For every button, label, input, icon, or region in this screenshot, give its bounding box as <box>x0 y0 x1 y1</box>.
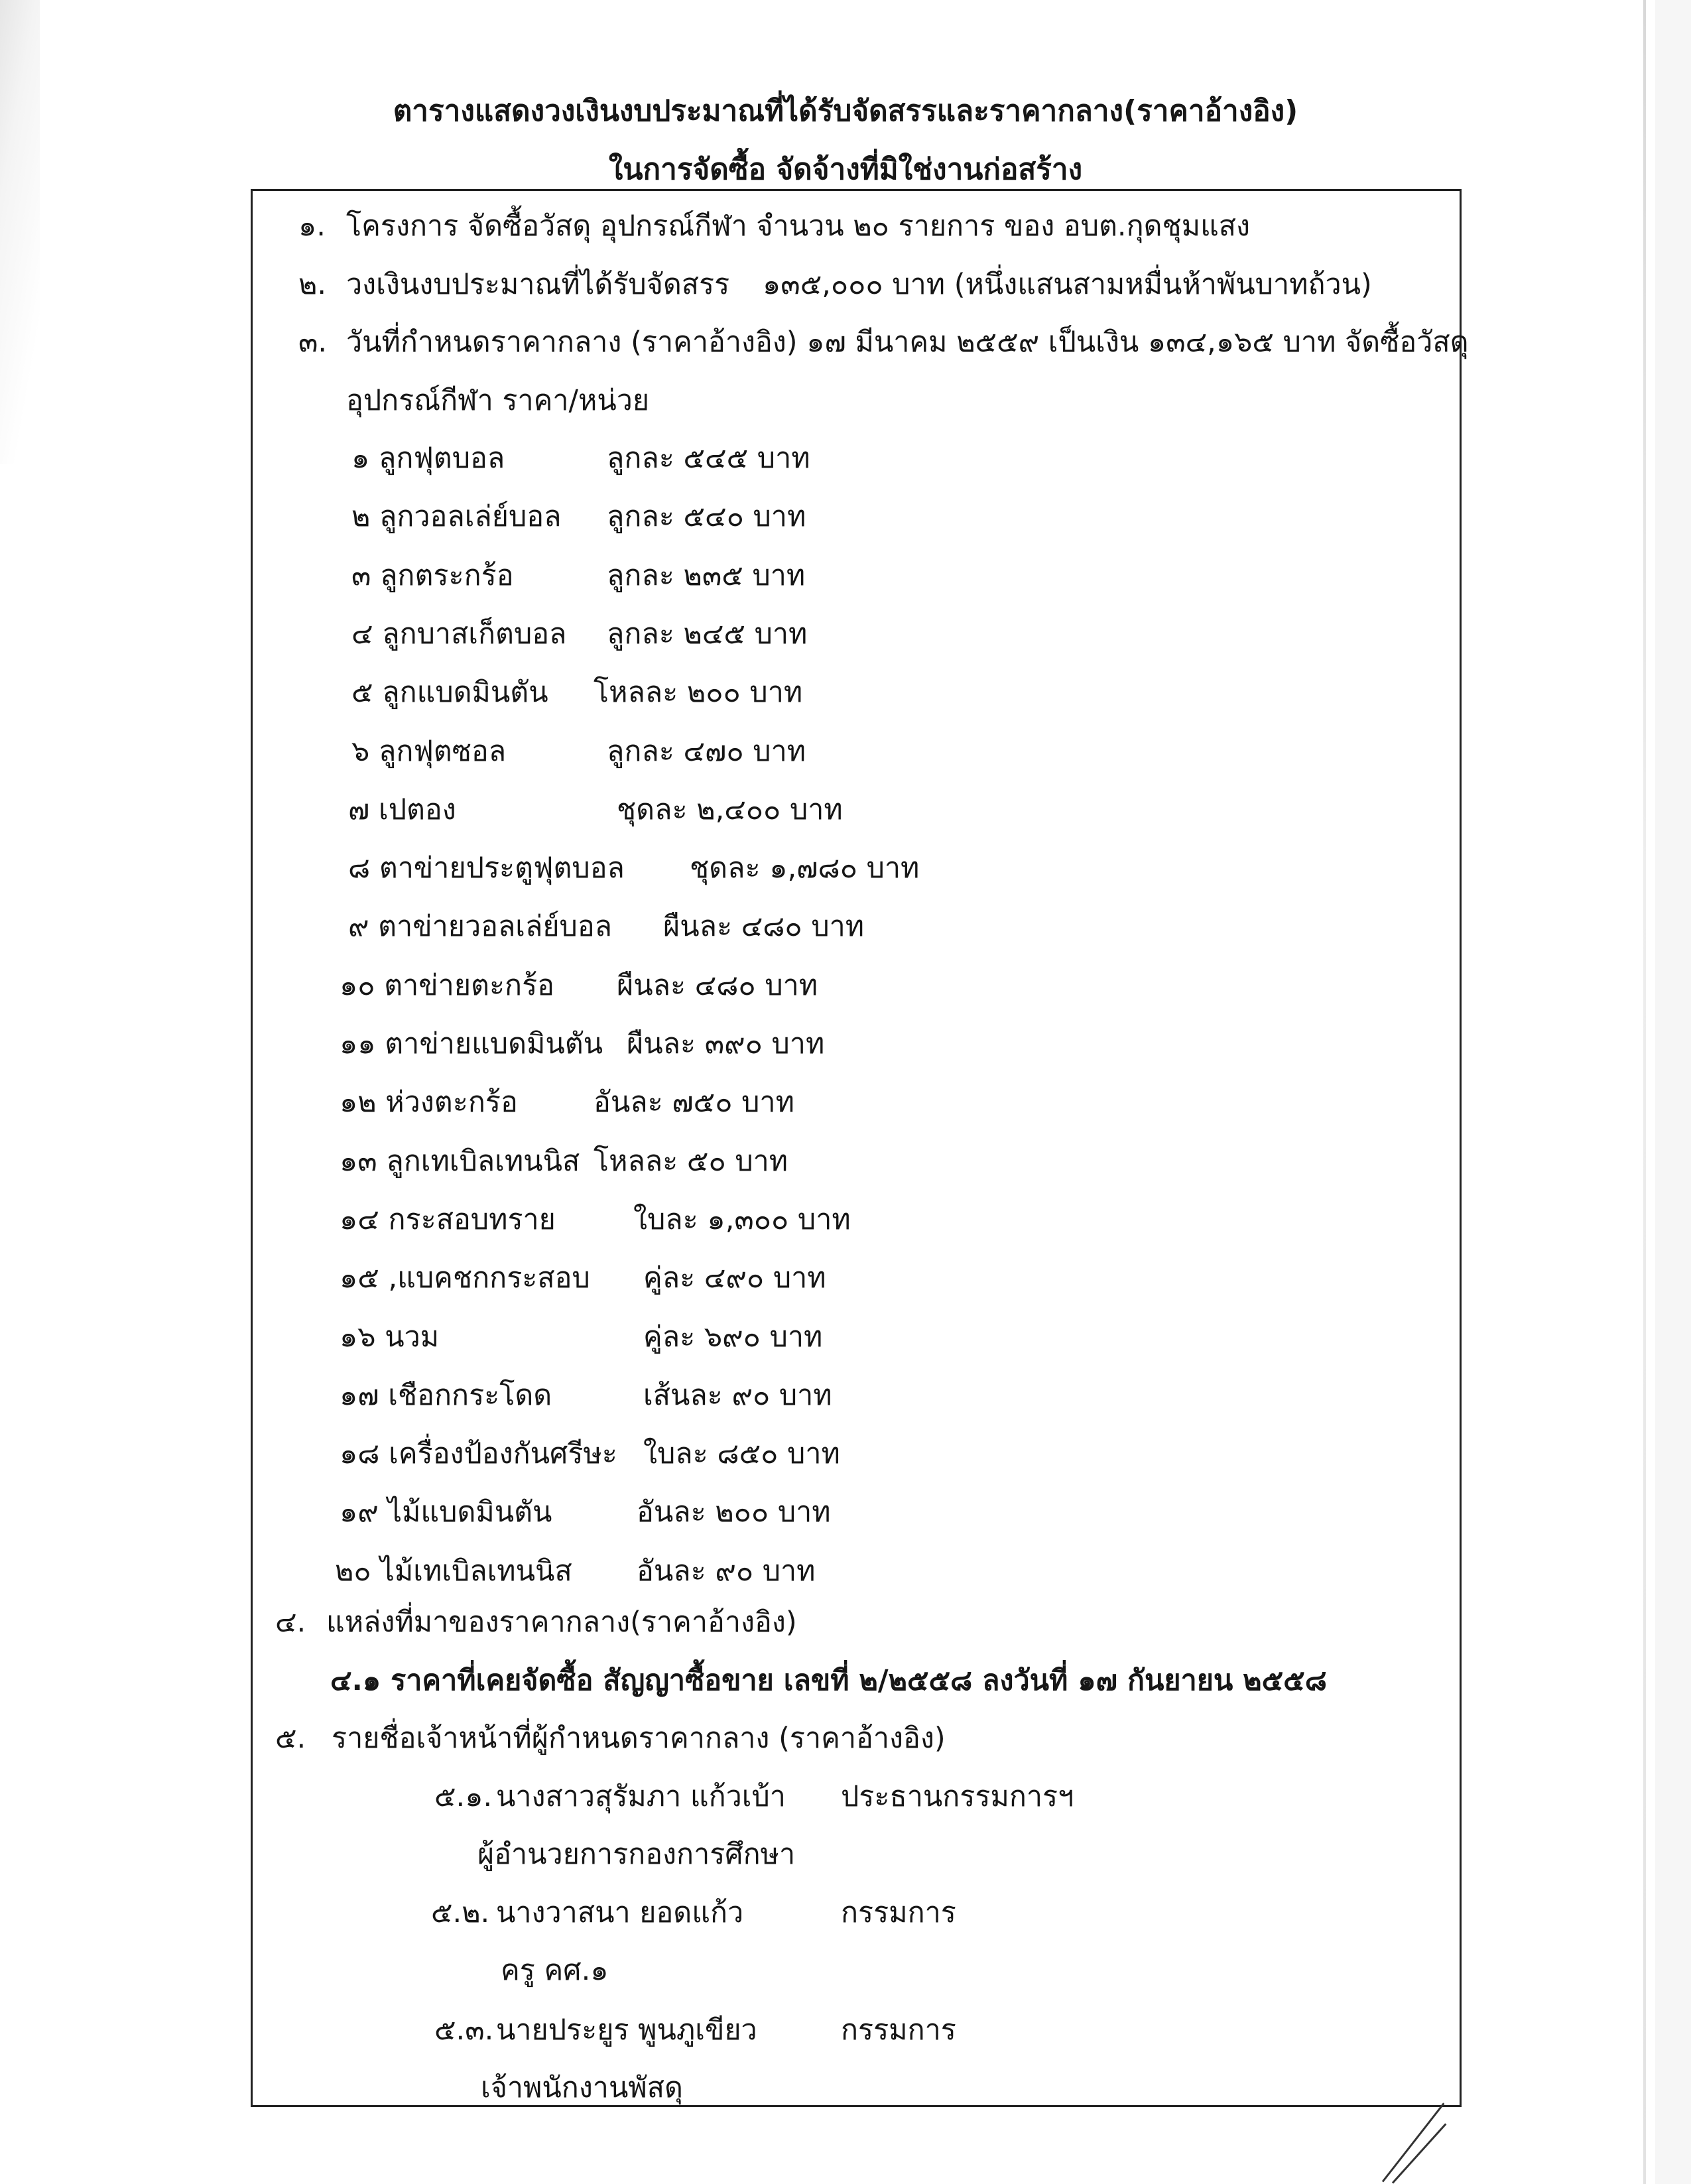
member1-name: นางสาวสุรัมภา แก้วเบ้า <box>496 1780 786 1813</box>
item-price: ลูกละ ๔๗๐ บาท <box>607 735 806 768</box>
page-edge-margin <box>1655 0 1691 2184</box>
member2-name: นางวาสนา ยอดแก้ว <box>496 1896 744 1929</box>
item-name: ๑๓ ลูกเทเบิลเทนนิส <box>340 1145 580 1178</box>
item-name: ๑ ลูกฟุตบอล <box>351 442 505 475</box>
member2-position: ครู คศ.๑ <box>501 1954 609 1987</box>
section4-number: ๔. <box>275 1606 306 1639</box>
item-price: เส้นละ ๙๐ บาท <box>643 1379 832 1412</box>
section4-sub: ๔.๑ ราคาที่เคยจัดซื้อ สัญญาซื้อขาย เลขที่ ๒/๒๕๕๘ ลงวันที่ ๑๗ กันยายน ๒๕๕๘ <box>330 1664 1327 1697</box>
section3-number: ๓. <box>298 326 328 359</box>
member3-number: ๕.๓. <box>434 2014 494 2047</box>
item-price: คู่ละ ๖๙๐ บาท <box>643 1320 823 1354</box>
item-name: ๑๐ ตาข่ายตะกร้อ <box>340 969 554 1002</box>
page-edge-line <box>1643 0 1646 2184</box>
item-name: ๗ เปตอง <box>348 793 456 826</box>
member3-role: กรรมการ <box>841 2014 956 2047</box>
item-name: ๓ ลูกตระกร้อ <box>351 559 514 592</box>
item-name: ๑๘ เครื่องป้องกันศรีษะ <box>340 1437 617 1470</box>
item-name: ๒ ลูกวอลเล่ย์บอล <box>351 500 562 533</box>
item-name: ๔ ลูกบาสเก็ตบอล <box>351 617 567 651</box>
pen-stroke-mark <box>1382 2102 1445 2182</box>
item-price: อันละ ๗๕๐ บาท <box>594 1086 794 1119</box>
section3-line1: วันที่กำหนดราคากลาง (ราคาอ้างอิง) ๑๗ มีนาคม ๒๕๕๙ เป็นเงิน ๑๓๔,๑๖๕ บาท จัดซื้อวัสดุ <box>346 326 1469 359</box>
member1-number: ๕.๑. <box>434 1780 493 1813</box>
section4-text: แหล่งที่มาของราคากลาง(ราคาอ้างอิง) <box>326 1606 797 1639</box>
item-price: ลูกละ ๒๓๕ บาท <box>607 559 806 592</box>
document-title-line1: ตารางแสดงวงเงินงบประมาณที่ได้รับจัดสรรและราคากลาง(ราคาอ้างอิง) <box>393 94 1298 128</box>
item-price: อันละ ๙๐ บาท <box>637 1555 816 1588</box>
item-name: ๑๒ ห่วงตะกร้อ <box>340 1086 518 1119</box>
item-price: อันละ ๒๐๐ บาท <box>637 1496 831 1529</box>
item-price: โหลละ ๕๐ บาท <box>594 1145 788 1178</box>
item-name: ๕ ลูกแบดมินตัน <box>351 676 548 709</box>
item-name: ๒๐ ไม้เทเบิลเทนนิส <box>335 1555 572 1588</box>
document-title-line2: ในการจัดซื้อ จัดจ้างที่มิใช่งานก่อสร้าง <box>608 153 1083 186</box>
item-price: โหลละ ๒๐๐ บาท <box>594 676 803 709</box>
item-price: ลูกละ ๕๔๐ บาท <box>607 500 806 533</box>
item-name: ๑๑ ตาข่ายแบดมินตัน <box>340 1027 603 1060</box>
item-price: ลูกละ ๒๔๕ บาท <box>607 617 808 651</box>
item-name: ๑๗ เชือกกระโดด <box>340 1379 552 1412</box>
item-name: ๖ ลูกฟุตซอล <box>351 735 507 768</box>
item-name: ๑๖ นวม <box>340 1320 440 1354</box>
item-price: ผืนละ ๔๘๐ บาท <box>617 969 818 1002</box>
member3-position: เจ้าพนักงานพัสดุ <box>481 2071 683 2104</box>
item-price: ชุดละ ๑,๗๘๐ บาท <box>690 852 920 885</box>
member1-role: ประธานกรรมการฯ <box>841 1780 1074 1813</box>
item-name: ๑๕ ,แบคชกกระสอบ <box>340 1261 590 1295</box>
member1-position: ผู้อำนวยการกองการศึกษา <box>477 1838 796 1871</box>
section5-number: ๕. <box>275 1722 306 1755</box>
item-name: ๑๔ กระสอบทราย <box>340 1203 556 1236</box>
member2-role: กรรมการ <box>841 1896 956 1929</box>
member2-number: ๕.๒. <box>431 1896 490 1929</box>
section1-number: ๑. <box>298 210 326 243</box>
section5-text: รายชื่อเจ้าหน้าที่ผู้กำหนดราคากลาง (ราคาอ้างอิง) <box>332 1722 946 1755</box>
item-price: ลูกละ ๕๔๕ บาท <box>607 442 810 475</box>
item-price: ชุดละ ๒,๔๐๐ บาท <box>617 793 843 826</box>
item-name: ๙ ตาข่ายวอลเล่ย์บอล <box>348 910 613 943</box>
item-name: ๘ ตาข่ายประตูฟุตบอล <box>348 852 625 885</box>
item-price: ผืนละ ๔๘๐ บาท <box>663 910 865 943</box>
section2-number: ๒. <box>298 268 327 301</box>
member3-name: นายประยูร พูนภูเขียว <box>496 2014 757 2047</box>
item-price: คู่ละ ๔๙๐ บาท <box>643 1261 826 1295</box>
item-name: ๑๙ ไม้แบดมินตัน <box>340 1496 552 1529</box>
section2-label: วงเงินงบประมาณที่ได้รับจัดสรร <box>346 268 730 301</box>
page-corner-shadow <box>0 0 40 464</box>
item-price: ใบละ ๑,๓๐๐ บาท <box>633 1203 851 1236</box>
item-price: ใบละ ๘๕๐ บาท <box>643 1437 840 1470</box>
section2-amount: ๑๓๕,๐๐๐ บาท (หนึ่งแสนสามหมื่นห้าพันบาทถ้วน) <box>763 268 1372 301</box>
section3-line2: อุปกรณ์กีฬา ราคา/หน่วย <box>346 384 650 417</box>
section1-text: โครงการ จัดซื้อวัสดุ อุปกรณ์กีฬา จำนวน ๒๐ รายการ ของ อบต.กุดชุมแสง <box>346 210 1251 243</box>
item-price: ผืนละ ๓๙๐ บาท <box>627 1027 825 1060</box>
